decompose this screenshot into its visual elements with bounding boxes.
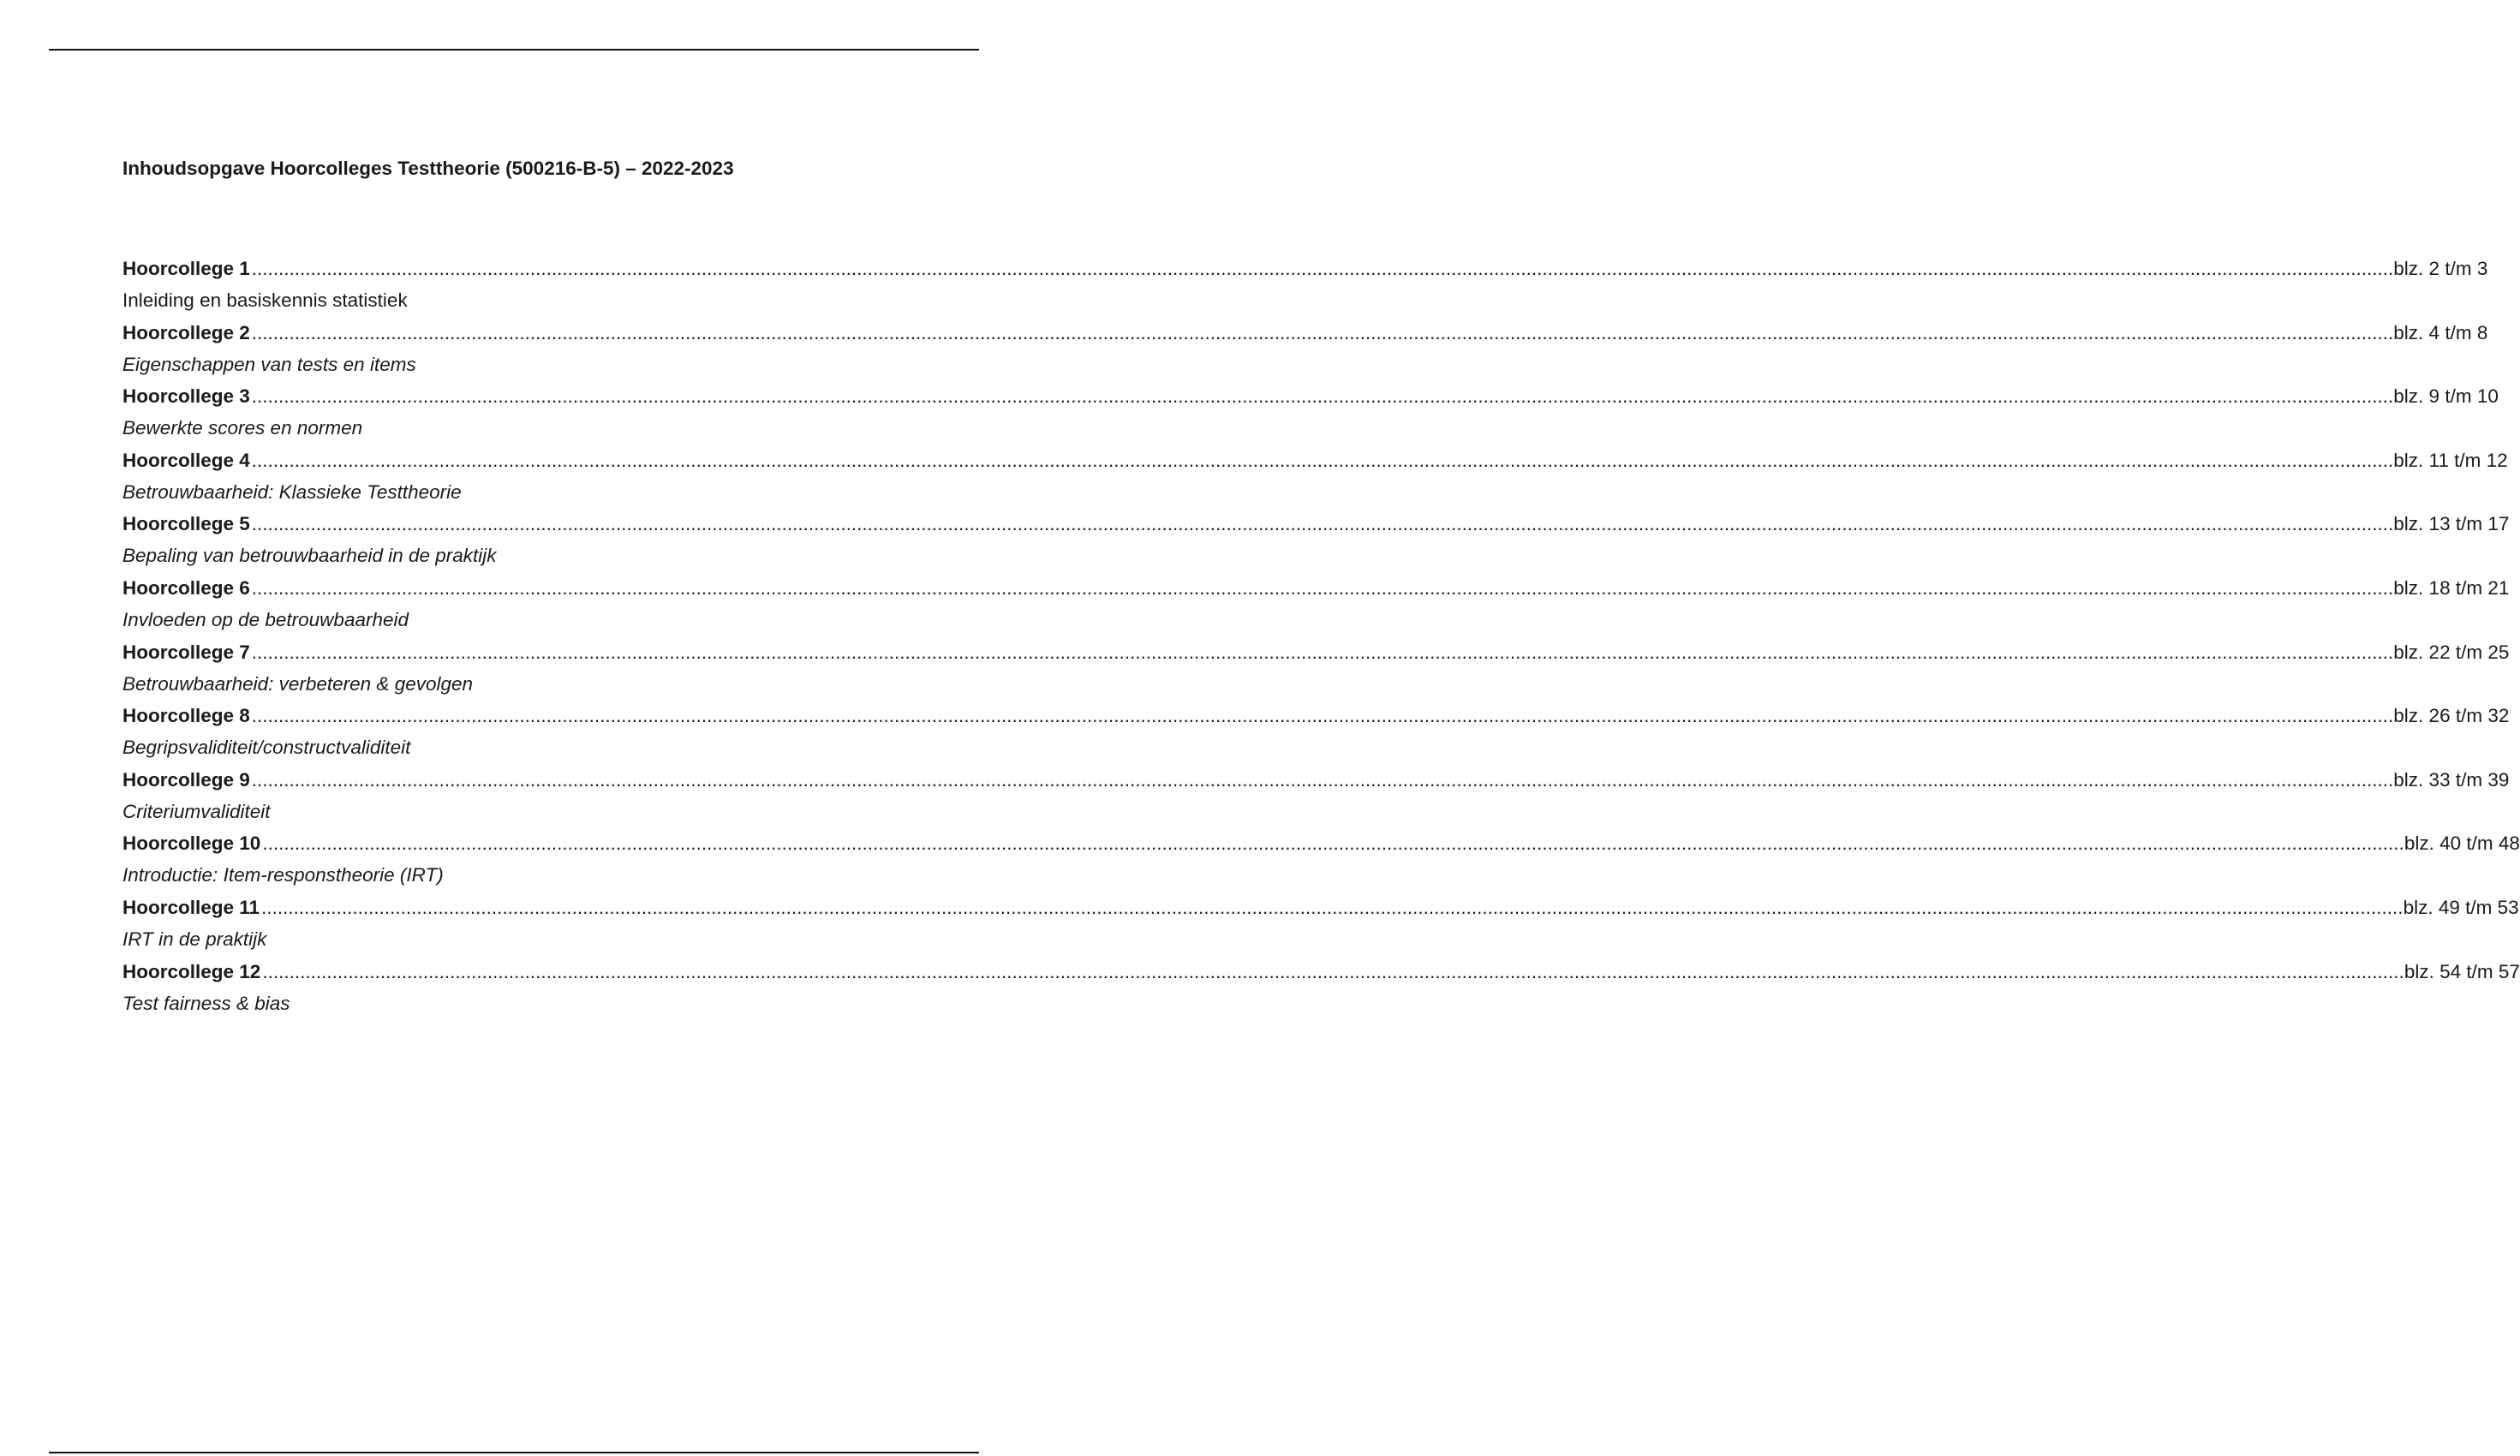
toc-entry xyxy=(122,827,2520,892)
toc-dot-leader: ................................................................................................................................................................................................................................................................................................................................................................................................................ xyxy=(261,896,2404,918)
toc-line xyxy=(122,445,2508,476)
toc-dot-leader: ................................................................................................................................................................................................................................................................................................................................................................................................................ xyxy=(251,449,2394,471)
toc-lecture-subtitle: Bepaling van betrouwbaarheid in de praktijk xyxy=(122,545,497,567)
toc-page-range: blz. 13 t/m 17 xyxy=(2393,513,2510,535)
toc-entry xyxy=(122,700,2510,764)
toc-dot-leader: ................................................................................................................................................................................................................................................................................................................................................................................................................ xyxy=(251,258,2394,279)
toc-page-range: blz. 22 t/m 25 xyxy=(2393,641,2510,663)
toc-page-range: blz. 4 t/m 8 xyxy=(2393,321,2488,343)
toc-dot-leader: ................................................................................................................................................................................................................................................................................................................................................................................................................ xyxy=(262,960,2404,982)
toc-lecture-label: Hoorcollege 9 xyxy=(122,768,250,791)
toc-entry xyxy=(122,253,2488,317)
toc-entry xyxy=(122,380,2499,445)
toc-page-range: blz. 18 t/m 21 xyxy=(2393,576,2510,599)
toc-lecture-subtitle: Invloeden op de betrouwbaarheid xyxy=(122,608,409,630)
toc-page-range: blz. 49 t/m 53 xyxy=(2403,896,2519,918)
toc-entry xyxy=(122,956,2520,1020)
toc-dot-leader: ................................................................................................................................................................................................................................................................................................................................................................................................................ xyxy=(262,832,2404,855)
toc-page-range: blz. 33 t/m 39 xyxy=(2393,768,2510,791)
toc-dot-leader: ................................................................................................................................................................................................................................................................................................................................................................................................................ xyxy=(251,768,2394,791)
toc-page-range: blz. 9 t/m 10 xyxy=(2393,385,2499,408)
toc-line xyxy=(122,572,2510,604)
toc-line xyxy=(122,317,2488,349)
top-rule xyxy=(49,49,979,51)
toc-entry xyxy=(122,317,2488,381)
toc-line xyxy=(122,764,2510,796)
toc-lecture-subtitle: Bewerkte scores en normen xyxy=(122,417,363,439)
toc-lecture-subtitle: Eigenschappen van tests en items xyxy=(122,353,416,375)
toc-line xyxy=(122,253,2488,284)
toc-lecture-subtitle: Inleiding en basiskennis statistiek xyxy=(122,289,408,311)
toc-lecture-subtitle: Test fairness & bias xyxy=(122,992,290,1014)
toc-entry xyxy=(122,445,2508,509)
toc-lecture-subtitle: Betrouwbaarheid: Klassieke Testtheorie xyxy=(122,480,462,503)
toc-lecture-label: Hoorcollege 1 xyxy=(122,258,250,279)
toc-dot-leader: ................................................................................................................................................................................................................................................................................................................................................................................................................ xyxy=(251,513,2394,535)
toc-line xyxy=(122,636,2510,668)
toc-lecture-label: Hoorcollege 5 xyxy=(122,513,250,535)
toc-lecture-label: Hoorcollege 8 xyxy=(122,705,250,727)
toc-lecture-label: Hoorcollege 6 xyxy=(122,576,250,599)
toc-line xyxy=(122,380,2499,412)
toc-line xyxy=(122,827,2520,859)
toc-page-range: blz. 11 t/m 12 xyxy=(2393,449,2508,471)
toc-line xyxy=(122,956,2520,988)
toc-page-range: blz. 40 t/m 48 xyxy=(2404,832,2520,855)
toc-entry xyxy=(122,764,2510,828)
toc-page-range: blz. 54 t/m 57 xyxy=(2404,960,2520,982)
bottom-rule xyxy=(49,1452,979,1453)
toc-page-range: blz. 26 t/m 32 xyxy=(2393,705,2510,727)
toc-lecture-subtitle: IRT in de praktijk xyxy=(122,928,267,950)
toc-lecture-label: Hoorcollege 10 xyxy=(122,832,261,855)
toc-dot-leader: ................................................................................................................................................................................................................................................................................................................................................................................................................ xyxy=(251,705,2394,727)
toc-dot-leader: ................................................................................................................................................................................................................................................................................................................................................................................................................ xyxy=(251,576,2394,599)
toc-dot-leader: ................................................................................................................................................................................................................................................................................................................................................................................................................ xyxy=(251,385,2394,408)
toc-line xyxy=(122,892,2519,923)
toc-entry xyxy=(122,636,2510,701)
toc-lecture-label: Hoorcollege 2 xyxy=(122,321,250,343)
document-title: Inhoudsopgave Hoorcolleges Testtheorie (500216-B-5) – 2022-2023 xyxy=(122,158,734,179)
toc-lecture-subtitle: Criteriumvaliditeit xyxy=(122,800,271,822)
toc-lecture-label: Hoorcollege 3 xyxy=(122,385,250,408)
toc-entry xyxy=(122,892,2519,956)
toc-entry xyxy=(122,508,2510,572)
toc-lecture-subtitle: Begripsvaliditeit/constructvaliditeit xyxy=(122,737,411,759)
toc-entry xyxy=(122,572,2510,636)
toc-lecture-label: Hoorcollege 12 xyxy=(122,960,261,982)
toc-lecture-label: Hoorcollege 7 xyxy=(122,641,250,663)
toc-lecture-label: Hoorcollege 4 xyxy=(122,449,250,471)
toc-dot-leader: ................................................................................................................................................................................................................................................................................................................................................................................................................ xyxy=(251,321,2394,343)
table-of-contents xyxy=(122,253,2520,1019)
toc-lecture-subtitle: Introductie: Item-responstheorie (IRT) xyxy=(122,864,444,886)
toc-page-range: blz. 2 t/m 3 xyxy=(2393,258,2488,279)
toc-lecture-label: Hoorcollege 11 xyxy=(122,896,260,918)
toc-line xyxy=(122,508,2510,540)
toc-line xyxy=(122,700,2510,731)
toc-dot-leader: ................................................................................................................................................................................................................................................................................................................................................................................................................ xyxy=(251,641,2394,663)
toc-lecture-subtitle: Betrouwbaarheid: verbeteren & gevolgen xyxy=(122,672,474,695)
